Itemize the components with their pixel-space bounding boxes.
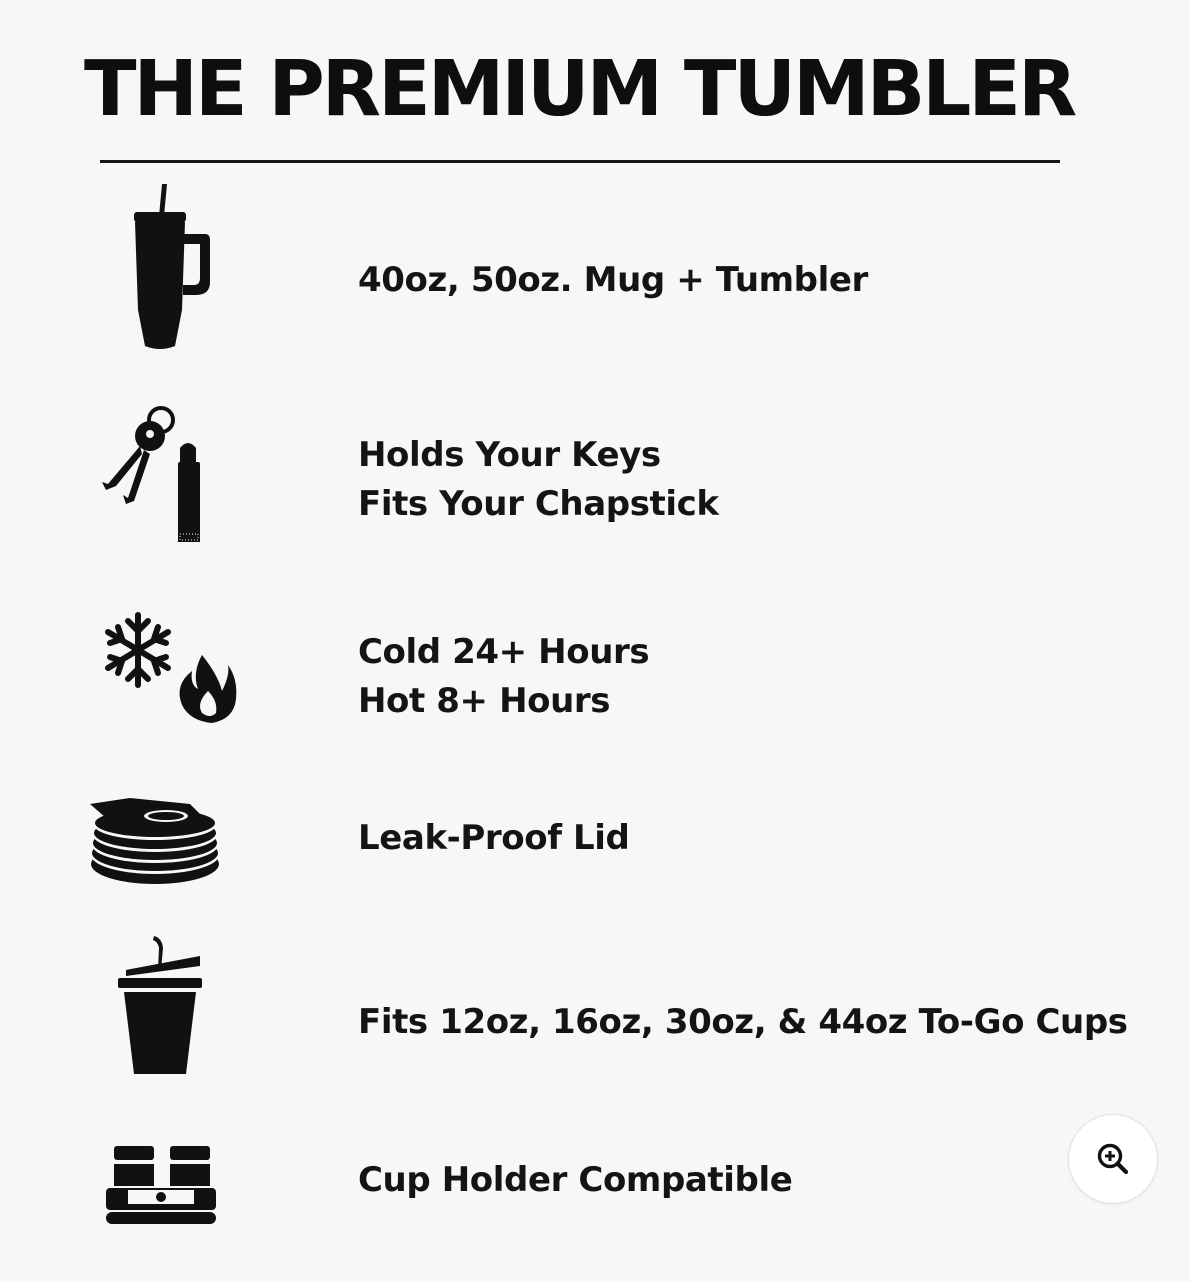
feature-text-keys: Holds Your Keys Fits Your Chapstick <box>358 435 719 524</box>
title-divider <box>100 160 1060 163</box>
zoom-in-icon <box>1096 1142 1130 1176</box>
cup-holder-icon <box>70 1102 250 1282</box>
feature-text-capacity: 40oz, 50oz. Mug + Tumbler <box>358 260 868 300</box>
snowflake-flame-icon <box>70 595 250 775</box>
lid-icon <box>70 752 250 932</box>
feature-text-cup-holder: Cup Holder Compatible <box>358 1160 793 1200</box>
feature-text-cups: Fits 12oz, 16oz, 30oz, & 44oz To-Go Cups <box>358 1002 1128 1042</box>
feature-text-insulation: Cold 24+ Hours Hot 8+ Hours <box>358 632 650 721</box>
tumbler-mug-icon <box>70 182 250 362</box>
keys-chapstick-icon <box>70 398 250 578</box>
feature-text-lid: Leak-Proof Lid <box>358 818 630 858</box>
to-go-cup-icon <box>70 926 250 1106</box>
zoom-button[interactable] <box>1068 1114 1158 1204</box>
page-title: THE PREMIUM TUMBLER <box>84 45 1075 134</box>
